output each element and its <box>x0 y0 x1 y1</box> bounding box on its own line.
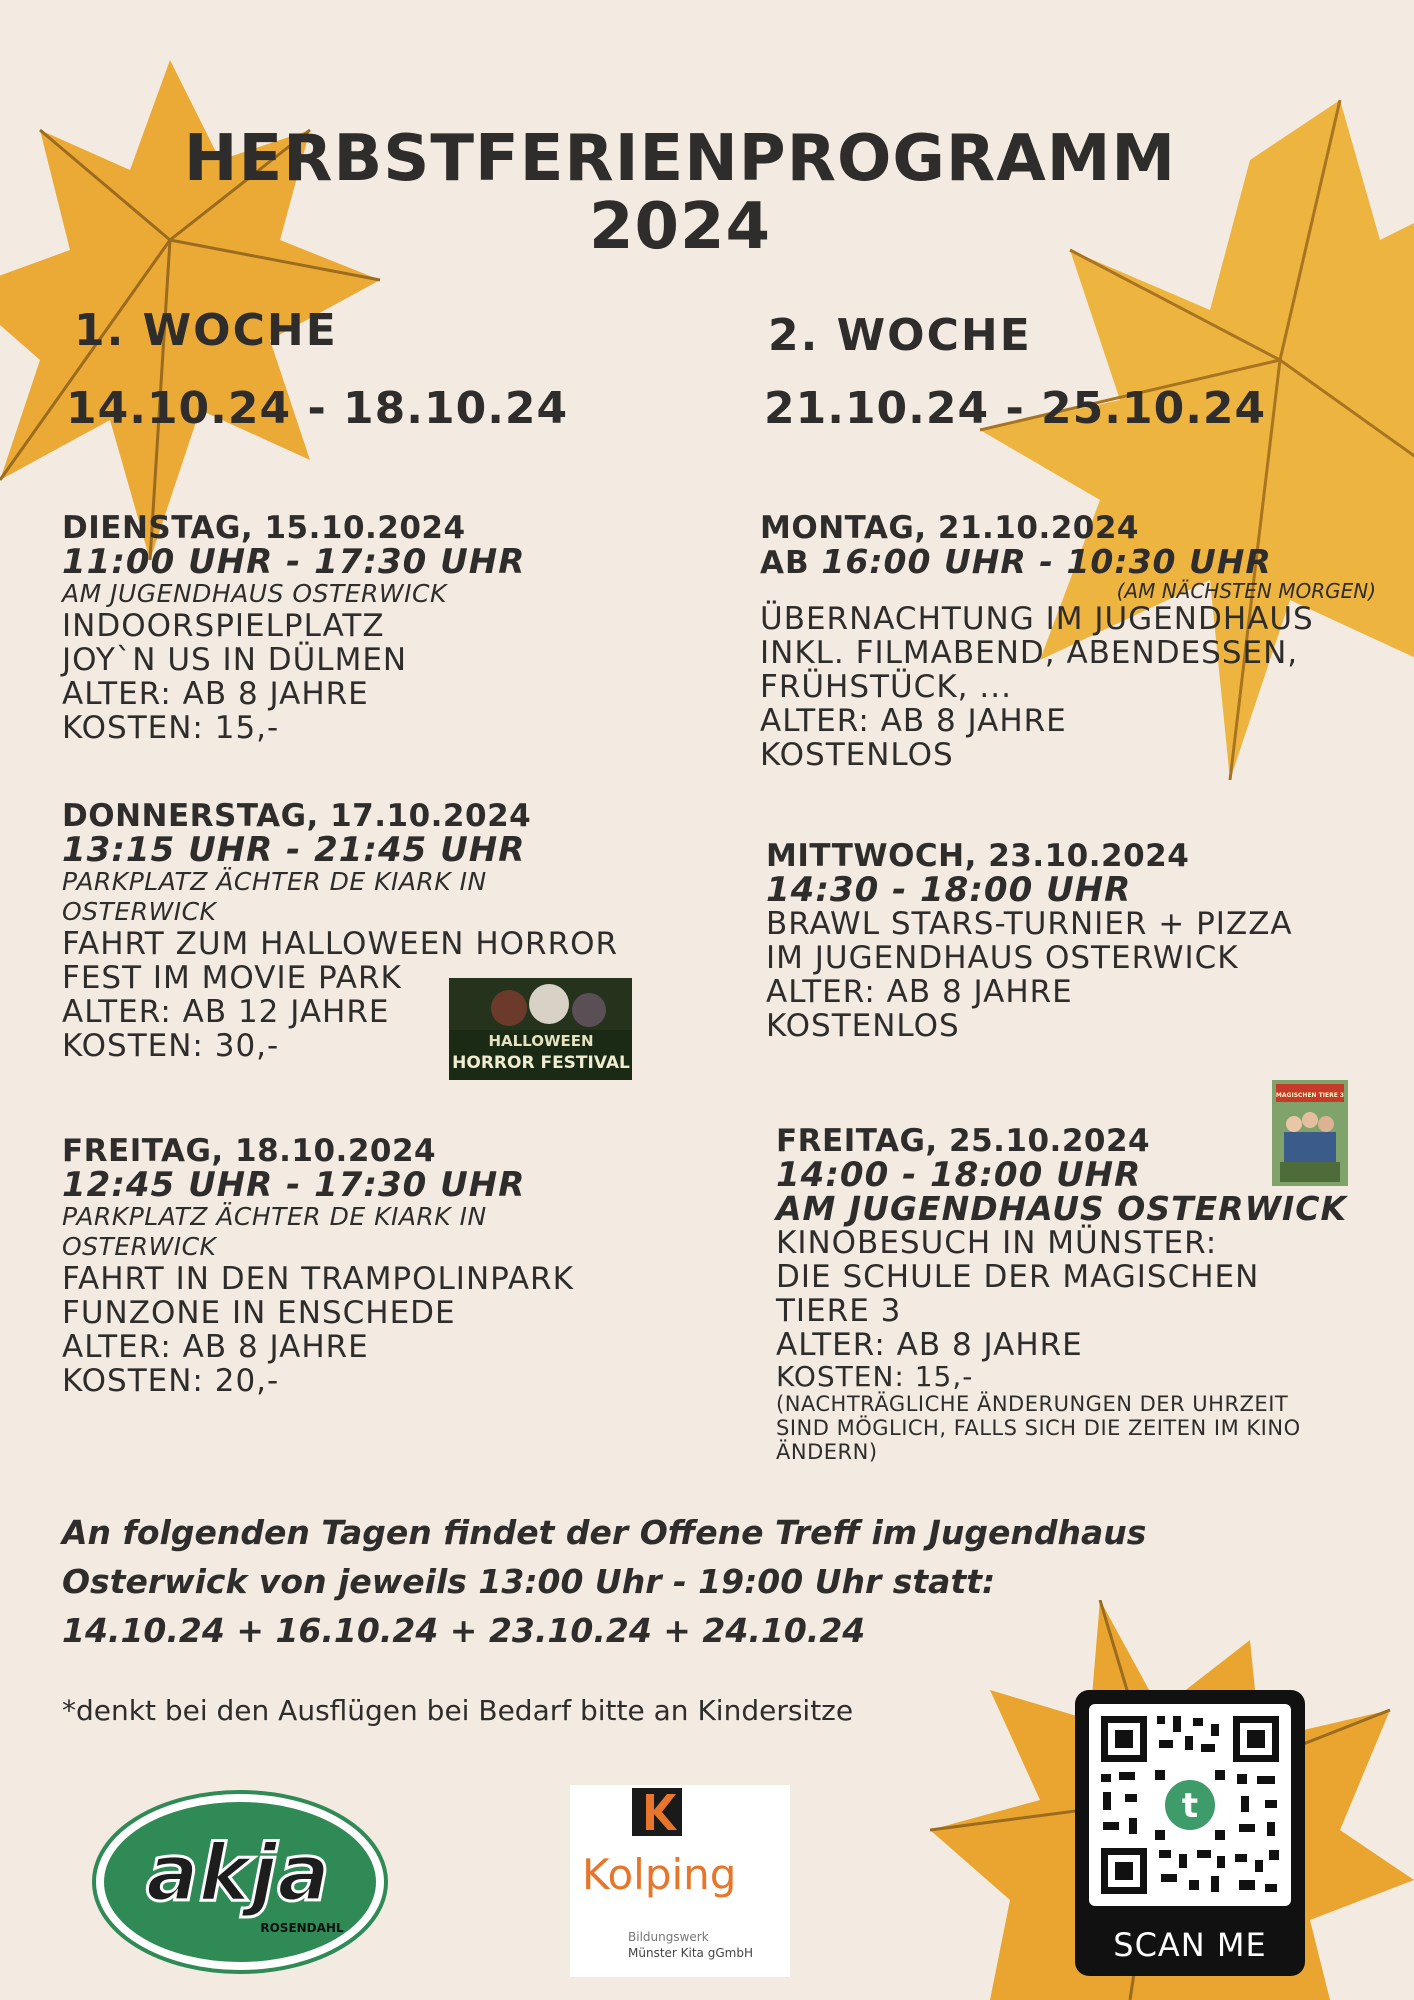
event-age: ALTER: AB 8 JAHRE <box>760 703 1067 739</box>
event-location: OSTERWICK <box>62 1232 217 1261</box>
event-line: INKL. FILMABEND, ABENDESSEN, <box>760 635 1299 671</box>
event-age: ALTER: AB 8 JAHRE <box>62 1329 369 1365</box>
event-note: (NACHTRÄGLICHE ÄNDERUNGEN DER UHRZEIT <box>776 1392 1289 1416</box>
event-wednesday <box>766 840 1293 1043</box>
kolping-logo-sub-1: Bildungswerk <box>628 1930 709 1944</box>
open-treff-info <box>62 1508 1146 1655</box>
event-line: IM JUGENDHAUS OSTERWICK <box>766 940 1239 976</box>
event-location: OSTERWICK <box>62 897 217 926</box>
qr-code-image <box>1089 1704 1291 1906</box>
event-line: KINOBESUCH IN MÜNSTER: <box>776 1225 1218 1261</box>
event-time: 16:00 UHR - 10:30 UHR <box>821 542 1272 581</box>
akja-logo-text: akja <box>146 1829 330 1919</box>
event-time: 13:15 UHR - 21:45 UHR <box>62 830 526 870</box>
event-cost: KOSTENLOS <box>760 737 954 773</box>
title-line-1: HERBSTFERIENPROGRAMM <box>183 122 1177 196</box>
event-location: PARKPLATZ ÄCHTER DE KIARK IN <box>62 1202 487 1231</box>
qr-code[interactable] <box>1075 1690 1305 1976</box>
event-line: JOY`N US IN DÜLMEN <box>62 642 408 678</box>
event-note: SIND MÖGLICH, FALLS SICH DIE ZEITEN IM KINO <box>776 1416 1301 1440</box>
akja-logo <box>92 1790 388 1974</box>
footnote: *denkt bei den Ausflügen bei Bedarf bitte an Kindersitze <box>62 1694 854 1727</box>
title-line-2: 2024 <box>588 190 772 264</box>
event-day: MONTAG, 21.10.2024 <box>760 510 1140 546</box>
kolping-logo <box>570 1785 790 1977</box>
event-location: AM JUGENDHAUS OSTERWICK <box>62 579 447 608</box>
event-time: 14:00 - 18:00 UHR <box>776 1155 1142 1195</box>
kolping-logo-sub-2: Münster Kita gGmbH <box>628 1946 753 1960</box>
open-treff-line: Osterwick von jeweils 13:00 Uhr - 19:00 Uhr statt: <box>62 1562 996 1601</box>
event-time: 11:00 UHR - 17:30 UHR <box>62 542 526 582</box>
event-line: FAHRT IN DEN TRAMPOLINPARK <box>62 1261 574 1297</box>
event-age: ALTER: AB 12 JAHRE <box>62 994 390 1030</box>
event-monday <box>760 512 1390 772</box>
qr-center-letter: t <box>1181 1786 1199 1826</box>
event-time: 12:45 UHR - 17:30 UHR <box>62 1165 526 1205</box>
event-line: ÜBERNACHTUNG IM JUGENDHAUS <box>760 601 1314 637</box>
event-location: PARKPLATZ ÄCHTER DE KIARK IN <box>62 867 487 896</box>
event-time-note: (AM NÄCHSTEN MORGEN) <box>1116 579 1376 603</box>
event-line: FEST IM MOVIE PARK <box>62 960 402 996</box>
akja-logo-subtext: ROSENDAHL <box>260 1921 344 1935</box>
event-line: TIERE 3 <box>776 1293 902 1329</box>
event-line: BRAWL STARS-TURNIER + PIZZA <box>766 906 1293 942</box>
event-day: FREITAG, 25.10.2024 <box>776 1123 1151 1159</box>
event-cost: KOSTEN: 15,- <box>62 710 280 746</box>
event-day: DONNERSTAG, 17.10.2024 <box>62 798 532 834</box>
event-line: FUNZONE IN ENSCHEDE <box>62 1295 456 1331</box>
movie-poster-caption: MAGISCHEN TIERE 3 <box>1275 1092 1345 1099</box>
event-friday-1 <box>62 1135 574 1398</box>
event-age: ALTER: AB 8 JAHRE <box>766 974 1073 1010</box>
event-friday-2 <box>776 1125 1396 1464</box>
week-2-range: 21.10.24 - 25.10.24 <box>764 383 1267 434</box>
week-1-label: 1. WOCHE <box>74 305 338 356</box>
event-day: MITTWOCH, 23.10.2024 <box>766 838 1190 874</box>
event-time: 14:30 - 18:00 UHR <box>766 870 1132 910</box>
event-line: DIE SCHULE DER MAGISCHEN <box>776 1259 1260 1295</box>
halloween-image-text-2: HORROR FESTIVAL <box>452 1053 630 1073</box>
scan-me-label: SCAN ME <box>1113 1926 1267 1964</box>
event-note: ÄNDERN) <box>776 1440 878 1464</box>
week-1-range: 14.10.24 - 18.10.24 <box>66 383 569 434</box>
event-line: INDOORSPIELPLATZ <box>62 608 385 644</box>
event-line: FAHRT ZUM HALLOWEEN HORROR <box>62 926 619 962</box>
event-day: DIENSTAG, 15.10.2024 <box>62 510 466 546</box>
event-tuesday <box>62 512 525 745</box>
event-cost: KOSTENLOS <box>766 1008 960 1044</box>
event-day: FREITAG, 18.10.2024 <box>62 1133 437 1169</box>
event-age: ALTER: AB 8 JAHRE <box>776 1327 1083 1363</box>
event-location: AM JUGENDHAUS OSTERWICK <box>776 1189 1348 1228</box>
open-treff-dates: 14.10.24 + 16.10.24 + 23.10.24 + 24.10.24 <box>62 1611 866 1650</box>
page-title <box>0 122 1360 264</box>
event-cost: KOSTEN: 30,- <box>62 1028 280 1064</box>
open-treff-line: An folgenden Tagen findet der Offene Treff im Jugendhaus <box>62 1513 1147 1552</box>
event-cost: KOSTEN: 15,- <box>776 1360 974 1393</box>
event-line: FRÜHSTÜCK, ... <box>760 669 1012 705</box>
event-age: ALTER: AB 8 JAHRE <box>62 676 369 712</box>
halloween-festival-image <box>449 978 632 1080</box>
event-time-prefix: AB <box>760 545 822 581</box>
week-2-label: 2. WOCHE <box>768 310 1032 361</box>
halloween-image-text-1: HALLOWEEN <box>488 1032 594 1050</box>
event-cost: KOSTEN: 20,- <box>62 1363 280 1399</box>
kolping-logo-text: Kolping <box>582 1850 737 1899</box>
